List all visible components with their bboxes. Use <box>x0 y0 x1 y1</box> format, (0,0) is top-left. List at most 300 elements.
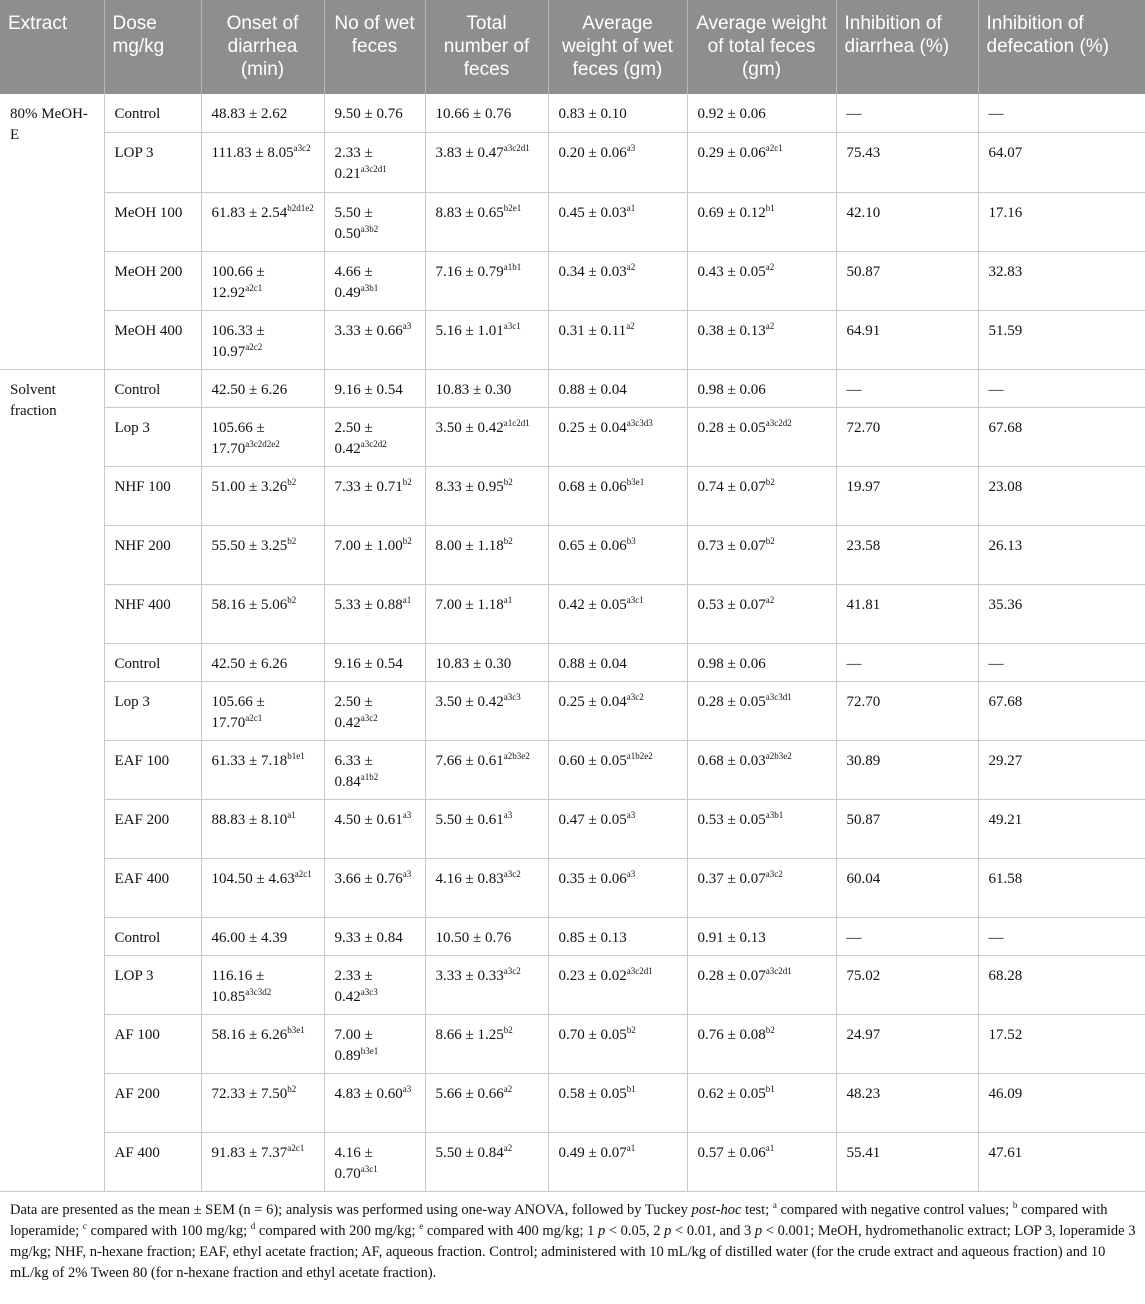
table-row <box>0 584 1145 643</box>
avg-total-weight-cell-value: 0.92 ± 0.06 <box>697 106 766 122</box>
significance-superscript: a1b2e2 <box>626 750 653 761</box>
wet-feces-cell-value: 7.00 ± 0.89 <box>334 1026 373 1064</box>
dose-cell <box>104 310 201 369</box>
significance-superscript: a3c2d1 <box>765 965 792 976</box>
total-feces-cell-value: 5.50 ± 0.84 <box>435 1144 504 1161</box>
avg-wet-weight-cell-value: 0.85 ± 0.13 <box>558 929 627 946</box>
total-feces-cell-value: 8.33 ± 0.95 <box>435 478 504 495</box>
total-feces-cell-value: 7.00 ± 1.18 <box>435 596 504 613</box>
dose-cell-value: Control <box>114 106 161 122</box>
inhibition-defecation-cell <box>978 955 1145 1014</box>
onset-cell <box>201 192 324 251</box>
avg-total-weight-cell-value: 0.98 ± 0.06 <box>697 381 766 398</box>
onset-cell <box>201 310 324 369</box>
avg-wet-weight-cell-value: 0.70 ± 0.05 <box>558 1026 627 1043</box>
footnote-text: c <box>82 1220 87 1231</box>
significance-superscript: a2 <box>503 1142 513 1153</box>
total-feces-cell <box>425 466 548 525</box>
significance-superscript: a2 <box>626 261 636 272</box>
avg-total-weight-cell-value: 0.69 ± 0.12 <box>697 204 766 221</box>
avg-wet-weight-cell <box>548 1132 687 1191</box>
onset-cell <box>201 858 324 917</box>
inhibition-defecation-cell <box>978 917 1145 955</box>
avg-total-weight-cell <box>687 681 836 740</box>
significance-superscript: b1e1 <box>287 750 305 761</box>
total-feces-cell <box>425 310 548 369</box>
onset-cell-value: 104.50 ± 4.63 <box>211 870 295 887</box>
avg-wet-weight-cell-value: 0.88 ± 0.04 <box>558 655 627 672</box>
significance-superscript: a2 <box>503 1083 513 1094</box>
avg-wet-weight-cell <box>548 192 687 251</box>
inhibition-diarrhea-cell <box>836 466 978 525</box>
wet-feces-cell-value: 4.83 ± 0.60 <box>334 1085 403 1102</box>
dose-cell-value: LOP 3 <box>114 967 154 984</box>
avg-wet-weight-cell <box>548 369 687 407</box>
footnote-text: Data are presented as the mean ± SEM (n = 6); analysis was performed using one-way ANOVA, followed by Tuckey <box>10 1201 692 1218</box>
avg-total-weight-cell <box>687 369 836 407</box>
significance-superscript: b1 <box>765 1083 775 1094</box>
significance-superscript: a2 <box>765 261 775 272</box>
onset-cell <box>201 407 324 466</box>
inhibition-defecation-cell-value: 67.68 <box>988 693 1023 710</box>
avg-wet-weight-cell-value: 0.42 ± 0.05 <box>558 596 627 613</box>
avg-wet-weight-cell-value: 0.68 ± 0.06 <box>558 478 627 495</box>
avg-wet-weight-cell <box>548 858 687 917</box>
significance-superscript: a3c1 <box>503 320 521 331</box>
header-wet-feces: No of wet feces <box>324 0 425 94</box>
table-row <box>0 917 1145 955</box>
onset-cell-value: 42.50 ± 6.26 <box>211 655 288 672</box>
significance-superscript: b2e1 <box>503 202 522 213</box>
wet-feces-cell <box>324 917 425 955</box>
wet-feces-cell-value: 9.16 ± 0.54 <box>334 655 403 672</box>
significance-superscript: a3c2d1 <box>626 965 653 976</box>
inhibition-diarrhea-cell <box>836 858 978 917</box>
inhibition-defecation-cell-value: 23.08 <box>988 478 1023 495</box>
table-row <box>0 858 1145 917</box>
avg-total-weight-cell-value: 0.28 ± 0.05 <box>697 419 766 436</box>
header-extract: Extract <box>0 0 104 94</box>
inhibition-defecation-cell-value: 17.16 <box>988 204 1023 221</box>
avg-wet-weight-cell <box>548 94 687 132</box>
inhibition-defecation-cell-value: — <box>988 106 1004 122</box>
inhibition-diarrhea-cell-value: 72.70 <box>846 693 881 710</box>
avg-total-weight-cell <box>687 466 836 525</box>
dose-cell-value: Lop 3 <box>114 693 150 710</box>
footnote-text: < 0.05, 2 <box>605 1222 665 1239</box>
onset-cell <box>201 1014 324 1073</box>
wet-feces-cell-value: 2.33 ± 0.21 <box>334 144 373 182</box>
total-feces-cell <box>425 584 548 643</box>
wet-feces-cell-value: 2.50 ± 0.42 <box>334 419 373 457</box>
significance-superscript: a1 <box>402 594 412 605</box>
onset-cell <box>201 1073 324 1132</box>
total-feces-cell-value: 8.66 ± 1.25 <box>435 1026 504 1043</box>
inhibition-defecation-cell-value: 47.61 <box>988 1144 1023 1161</box>
avg-wet-weight-cell <box>548 525 687 584</box>
wet-feces-cell-value: 9.16 ± 0.54 <box>334 381 403 398</box>
avg-wet-weight-cell-value: 0.23 ± 0.02 <box>558 967 627 984</box>
inhibition-defecation-cell <box>978 643 1145 681</box>
dose-cell-value: NHF 100 <box>114 478 171 495</box>
wet-feces-cell <box>324 94 425 132</box>
significance-superscript: a2b3e2 <box>765 750 792 761</box>
dose-cell-value: EAF 200 <box>114 811 170 828</box>
dose-cell-value: Control <box>114 929 161 946</box>
onset-cell <box>201 1132 324 1191</box>
significance-superscript: a3c3d3 <box>626 417 653 428</box>
footnote-text: b <box>1012 1199 1018 1210</box>
total-feces-cell <box>425 1073 548 1132</box>
dose-cell-value: Lop 3 <box>114 419 150 436</box>
significance-superscript: a2c1 <box>287 1142 305 1153</box>
dose-cell-value: NHF 200 <box>114 537 171 554</box>
significance-superscript: a3c2d1 <box>503 142 530 153</box>
significance-superscript: a2c2 <box>245 341 263 352</box>
wet-feces-cell-value: 4.50 ± 0.61 <box>334 811 403 828</box>
dose-cell-value: AF 400 <box>114 1144 160 1161</box>
inhibition-diarrhea-cell <box>836 681 978 740</box>
significance-superscript: a2c1 <box>765 142 783 153</box>
inhibition-diarrhea-cell <box>836 407 978 466</box>
wet-feces-cell-value: 5.33 ± 0.88 <box>334 596 403 613</box>
inhibition-diarrhea-cell <box>836 94 978 132</box>
dose-cell <box>104 525 201 584</box>
significance-superscript: b3 <box>626 535 636 546</box>
total-feces-cell <box>425 740 548 799</box>
onset-cell <box>201 525 324 584</box>
wet-feces-cell <box>324 1073 425 1132</box>
inhibition-defecation-cell-value: 61.58 <box>988 870 1023 887</box>
significance-superscript: a2c1 <box>245 712 263 723</box>
wet-feces-cell-value: 9.50 ± 0.76 <box>334 106 403 122</box>
wet-feces-cell <box>324 740 425 799</box>
total-feces-cell-value: 7.66 ± 0.61 <box>435 752 504 769</box>
significance-superscript: a1b2 <box>360 771 379 782</box>
extract-cell: 80% MeOH-E <box>0 94 104 369</box>
significance-superscript: a3c3 <box>360 986 378 997</box>
inhibition-diarrhea-cell-value: — <box>846 655 862 672</box>
table-row <box>0 955 1145 1014</box>
avg-total-weight-cell <box>687 740 836 799</box>
significance-superscript: b1 <box>626 1083 636 1094</box>
footnote-text: d <box>250 1220 256 1231</box>
significance-superscript: b3e1 <box>360 1045 379 1056</box>
inhibition-defecation-cell-value: — <box>988 655 1004 672</box>
inhibition-defecation-cell <box>978 740 1145 799</box>
dose-cell-value: MeOH 200 <box>114 263 183 280</box>
total-feces-cell-value: 3.50 ± 0.42 <box>435 693 504 710</box>
inhibition-diarrhea-cell <box>836 955 978 1014</box>
significance-superscript: a3c3 <box>503 691 521 702</box>
total-feces-cell-value: 10.83 ± 0.30 <box>435 655 512 672</box>
footnote-text: compared with loperamide; <box>10 1201 1108 1239</box>
inhibition-diarrhea-cell <box>836 643 978 681</box>
significance-superscript: a3 <box>402 320 412 331</box>
total-feces-cell-value: 5.66 ± 0.66 <box>435 1085 504 1102</box>
total-feces-cell <box>425 1132 548 1191</box>
inhibition-defecation-cell <box>978 251 1145 310</box>
dose-cell-value: MeOH 100 <box>114 204 183 221</box>
inhibition-diarrhea-cell <box>836 1132 978 1191</box>
onset-cell-value: 61.83 ± 2.54 <box>211 204 288 221</box>
inhibition-defecation-cell-value: 26.13 <box>988 537 1023 554</box>
avg-total-weight-cell-value: 0.37 ± 0.07 <box>697 870 766 887</box>
header-dose: Dose mg/kg <box>104 0 201 94</box>
avg-total-weight-cell <box>687 94 836 132</box>
wet-feces-cell-value: 4.66 ± 0.49 <box>334 263 373 301</box>
significance-superscript: a3c2d2e2 <box>245 438 280 449</box>
total-feces-cell <box>425 132 548 192</box>
dose-cell <box>104 132 201 192</box>
inhibition-diarrhea-cell <box>836 310 978 369</box>
header-inhibition-defecation: Inhibition of defecation (%) <box>978 0 1145 94</box>
dose-cell-value: Control <box>114 655 161 672</box>
avg-total-weight-cell <box>687 799 836 858</box>
significance-superscript: a3 <box>402 868 412 879</box>
footnote-text: test; <box>741 1201 773 1218</box>
avg-total-weight-cell <box>687 407 836 466</box>
inhibition-defecation-cell-value: 51.59 <box>988 322 1023 339</box>
significance-superscript: b1 <box>765 202 775 213</box>
inhibition-diarrhea-cell-value: 19.97 <box>846 478 881 495</box>
wet-feces-cell <box>324 1014 425 1073</box>
onset-cell <box>201 740 324 799</box>
significance-superscript: a1 <box>765 1142 775 1153</box>
table-row <box>0 466 1145 525</box>
avg-wet-weight-cell-value: 0.34 ± 0.03 <box>558 263 627 280</box>
onset-cell <box>201 681 324 740</box>
total-feces-cell-value: 10.83 ± 0.30 <box>435 381 512 398</box>
inhibition-diarrhea-cell-value: — <box>846 929 862 946</box>
significance-superscript: a3 <box>626 868 636 879</box>
inhibition-diarrhea-cell-value: — <box>846 381 862 398</box>
table-row <box>0 1132 1145 1191</box>
wet-feces-cell <box>324 681 425 740</box>
wet-feces-cell-value: 3.66 ± 0.76 <box>334 870 403 887</box>
total-feces-cell <box>425 407 548 466</box>
avg-wet-weight-cell <box>548 917 687 955</box>
total-feces-cell-value: 3.50 ± 0.42 <box>435 419 504 436</box>
wet-feces-cell-value: 6.33 ± 0.84 <box>334 752 373 790</box>
wet-feces-cell <box>324 132 425 192</box>
significance-superscript: a3c2 <box>503 965 521 976</box>
table-row <box>0 132 1145 192</box>
dose-cell-value: Control <box>114 381 161 398</box>
avg-total-weight-cell-value: 0.76 ± 0.08 <box>697 1026 766 1043</box>
avg-wet-weight-cell <box>548 584 687 643</box>
significance-superscript: a3c2d2 <box>765 417 792 428</box>
table-row <box>0 681 1145 740</box>
inhibition-defecation-cell-value: 49.21 <box>988 811 1023 828</box>
dose-cell <box>104 917 201 955</box>
inhibition-defecation-cell <box>978 1014 1145 1073</box>
onset-cell-value: 58.16 ± 6.26 <box>211 1026 288 1043</box>
dose-cell-value: EAF 100 <box>114 752 170 769</box>
footnote-text: post-hoc <box>691 1201 742 1218</box>
avg-total-weight-cell <box>687 1014 836 1073</box>
onset-cell <box>201 917 324 955</box>
onset-cell-value: 58.16 ± 5.06 <box>211 596 288 613</box>
total-feces-cell-value: 5.16 ± 1.01 <box>435 322 504 339</box>
footnote-text: < 0.01, and 3 <box>671 1222 755 1239</box>
significance-superscript: a3 <box>402 1083 412 1094</box>
dose-cell-value: AF 200 <box>114 1085 160 1102</box>
table-row <box>0 310 1145 369</box>
significance-superscript: b2 <box>503 476 513 487</box>
inhibition-diarrhea-cell-value: 55.41 <box>846 1144 881 1161</box>
significance-superscript: b2 <box>503 1024 513 1035</box>
wet-feces-cell <box>324 310 425 369</box>
inhibition-diarrhea-cell <box>836 369 978 407</box>
wet-feces-cell <box>324 955 425 1014</box>
wet-feces-cell <box>324 407 425 466</box>
avg-total-weight-cell-value: 0.98 ± 0.06 <box>697 655 766 672</box>
avg-wet-weight-cell-value: 0.25 ± 0.04 <box>558 693 627 710</box>
avg-total-weight-cell-value: 0.91 ± 0.13 <box>697 929 766 946</box>
inhibition-diarrhea-cell-value: 64.91 <box>846 322 881 339</box>
wet-feces-cell <box>324 643 425 681</box>
avg-wet-weight-cell-value: 0.83 ± 0.10 <box>558 106 627 122</box>
significance-superscript: b2 <box>287 594 297 605</box>
dose-cell <box>104 1014 201 1073</box>
significance-superscript: b3e1 <box>287 1024 305 1035</box>
inhibition-diarrhea-cell-value: 24.97 <box>846 1026 881 1043</box>
inhibition-defecation-cell-value: 32.83 <box>988 263 1023 280</box>
inhibition-diarrhea-cell <box>836 917 978 955</box>
dose-cell <box>104 94 201 132</box>
significance-superscript: b2 <box>765 1024 775 1035</box>
extract-cell: Solvent fraction <box>0 369 104 1191</box>
inhibition-defecation-cell <box>978 799 1145 858</box>
inhibition-defecation-cell <box>978 525 1145 584</box>
wet-feces-cell-value: 9.33 ± 0.84 <box>334 929 403 946</box>
avg-total-weight-cell <box>687 917 836 955</box>
dose-cell-value: EAF 400 <box>114 870 170 887</box>
total-feces-cell-value: 3.83 ± 0.47 <box>435 144 504 161</box>
inhibition-defecation-cell <box>978 466 1145 525</box>
onset-cell-value: 48.83 ± 2.62 <box>211 106 288 122</box>
dose-cell <box>104 466 201 525</box>
dose-cell <box>104 251 201 310</box>
dose-cell <box>104 643 201 681</box>
wet-feces-cell <box>324 858 425 917</box>
significance-superscript: a3c2d1 <box>360 163 387 174</box>
dose-cell <box>104 681 201 740</box>
avg-total-weight-cell <box>687 525 836 584</box>
onset-cell <box>201 251 324 310</box>
inhibition-diarrhea-cell-value: 30.89 <box>846 752 881 769</box>
inhibition-diarrhea-cell <box>836 1014 978 1073</box>
significance-superscript: a1 <box>626 202 636 213</box>
significance-superscript: a1 <box>626 1142 636 1153</box>
total-feces-cell <box>425 192 548 251</box>
significance-superscript: a3c2d2 <box>360 438 387 449</box>
avg-wet-weight-cell-value: 0.49 ± 0.07 <box>558 1144 627 1161</box>
wet-feces-cell <box>324 369 425 407</box>
avg-total-weight-cell-value: 0.29 ± 0.06 <box>697 144 766 161</box>
total-feces-cell <box>425 369 548 407</box>
avg-total-weight-cell-value: 0.28 ± 0.07 <box>697 967 766 984</box>
onset-cell <box>201 466 324 525</box>
wet-feces-cell-value: 7.33 ± 0.71 <box>334 478 403 495</box>
avg-wet-weight-cell-value: 0.47 ± 0.05 <box>558 811 627 828</box>
dose-cell <box>104 584 201 643</box>
onset-cell-value: 72.33 ± 7.50 <box>211 1085 288 1102</box>
onset-cell-value: 51.00 ± 3.26 <box>211 478 288 495</box>
dose-cell-value: NHF 400 <box>114 596 171 613</box>
avg-total-weight-cell-value: 0.53 ± 0.07 <box>697 596 766 613</box>
significance-superscript: b2 <box>402 476 412 487</box>
inhibition-defecation-cell <box>978 584 1145 643</box>
onset-cell <box>201 94 324 132</box>
avg-total-weight-cell <box>687 132 836 192</box>
total-feces-cell-value: 10.66 ± 0.76 <box>435 106 512 122</box>
avg-total-weight-cell <box>687 955 836 1014</box>
significance-superscript: a3b1 <box>360 282 379 293</box>
inhibition-diarrhea-cell <box>836 1073 978 1132</box>
footnote-text: p <box>597 1222 606 1239</box>
onset-cell-value: 61.33 ± 7.18 <box>211 752 288 769</box>
inhibition-diarrhea-cell-value: 42.10 <box>846 204 881 221</box>
significance-superscript: a2 <box>765 594 775 605</box>
total-feces-cell <box>425 251 548 310</box>
inhibition-defecation-cell <box>978 858 1145 917</box>
avg-wet-weight-cell <box>548 1014 687 1073</box>
inhibition-defecation-cell-value: — <box>988 929 1004 946</box>
significance-superscript: a1c2d1 <box>503 417 530 428</box>
table-row <box>0 525 1145 584</box>
header-avg-total-weight: Average weight of total feces (gm) <box>687 0 836 94</box>
inhibition-diarrhea-cell <box>836 799 978 858</box>
total-feces-cell-value: 4.16 ± 0.83 <box>435 870 504 887</box>
inhibition-defecation-cell-value: 35.36 <box>988 596 1023 613</box>
table-row <box>0 192 1145 251</box>
inhibition-diarrhea-cell <box>836 525 978 584</box>
avg-wet-weight-cell <box>548 310 687 369</box>
total-feces-cell <box>425 858 548 917</box>
onset-cell <box>201 643 324 681</box>
avg-wet-weight-cell <box>548 799 687 858</box>
significance-superscript: a2b3e2 <box>503 750 530 761</box>
onset-cell-value: 91.83 ± 7.37 <box>211 1144 288 1161</box>
significance-superscript: a3c3d1 <box>765 691 792 702</box>
dose-cell <box>104 407 201 466</box>
dose-cell <box>104 369 201 407</box>
dose-cell <box>104 858 201 917</box>
onset-cell-value: 42.50 ± 6.26 <box>211 381 288 398</box>
inhibition-defecation-cell-value: 17.52 <box>988 1026 1023 1043</box>
inhibition-defecation-cell <box>978 1073 1145 1132</box>
inhibition-diarrhea-cell <box>836 584 978 643</box>
avg-total-weight-cell <box>687 643 836 681</box>
wet-feces-cell-value: 5.50 ± 0.50 <box>334 204 373 242</box>
total-feces-cell <box>425 525 548 584</box>
inhibition-defecation-cell-value: — <box>988 381 1004 398</box>
inhibition-diarrhea-cell <box>836 192 978 251</box>
avg-wet-weight-cell-value: 0.25 ± 0.04 <box>558 419 627 436</box>
avg-wet-weight-cell-value: 0.65 ± 0.06 <box>558 537 627 554</box>
onset-cell-value: 105.66 ± 17.70 <box>211 693 265 731</box>
significance-superscript: a1b1 <box>503 261 522 272</box>
significance-superscript: a3c1 <box>626 594 644 605</box>
wet-feces-cell <box>324 525 425 584</box>
dose-cell <box>104 1132 201 1191</box>
avg-wet-weight-cell <box>548 132 687 192</box>
table-row <box>0 369 1145 407</box>
avg-total-weight-cell <box>687 1132 836 1191</box>
inhibition-defecation-cell <box>978 132 1145 192</box>
